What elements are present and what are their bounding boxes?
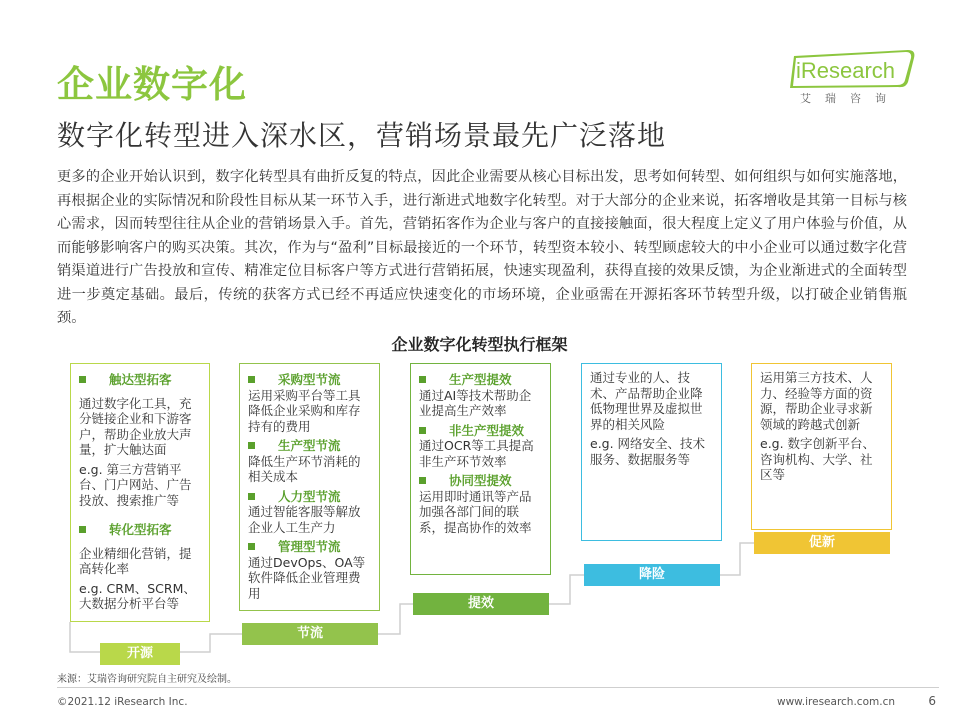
body-paragraph: 更多的企业开始认识到，数字化转型具有曲折反复的特点，因此企业需要从核心目标出发，思考如何转型、如何组织与如何实施落地，再根据企业的实际情况和阶段性目标从某一环节入手，进行渐进式地数字化转型。对于大部分的企业来说，拓客增收是其第一目标与核心需求，因而转型往往从企业的营销场景入手。首先，营销拓客作为企业与客户的直接接触面，很大程度上定义了用户体验与价值，从而能够影响客户的购买决策。其次，作为与“盈利”目标最接近的一个环节，转型资本较小、转型顾虑较大的中小企业可以通过数字化营销渠道进行广告投放和宣传、精准定位目标客户等方式进行营销拓展，快速实现盈利，获得直接的效果反馈，为企业渐进式的全面转型进一步奠定基础。最后，传统的获客方式已经不再适应快速变化的市场环境，企业亟需在开源拓客环节转型升级，以打破企业销售瓶颈。 [57,169,907,326]
page-number: 6 [928,694,936,708]
section-text: 通过专业的人、技术、产品帮助企业降低物理世界及虚拟世界的相关风险 [590,370,703,432]
section-example: e.g. 数字创新平台、咨询机构、大学、社区等 [760,436,876,482]
section-heading: 非生产型提效 [419,423,542,439]
section-text: 通过智能客服等解放企业人工生产力 [248,504,361,535]
copyright: ©2021.12 iResearch Inc. [57,696,188,708]
box-cuxin [751,363,892,530]
box-jiangxian [581,363,722,541]
section-text: 通过OCR等工具提高非生产环节效率 [419,438,534,469]
section-heading: 人力型节流 [248,489,371,505]
stage-label-cuxin: 促新 [754,532,890,554]
section-text: 通过AI等技术帮助企业提高生产效率 [419,387,532,418]
section-example: e.g. 第三方营销平台、门户网站、广告投放、搜索推广等 [79,461,192,508]
section-heading: 采购型节流 [248,372,371,388]
section-example: e.g. 网络安全、技术服务、数据服务等 [590,436,706,467]
section-heading: 触达型拓客 [79,372,201,388]
section-example: e.g. CRM、SCRM、大数据分析平台等 [79,580,196,611]
stage-label-jiangxian: 降险 [584,564,720,586]
section-text: 企业精细化营销，提高转化率 [79,545,192,576]
section-text: 降低生产环节消耗的相关成本 [248,453,361,484]
section-heading: 转化型拓客 [79,522,201,538]
stage-label-jieliu: 节流 [242,623,378,645]
page-subtitle: 数字化转型进入深水区，营销场景最先广泛落地 [57,119,667,152]
logo-chinese: 艾瑞咨询 [800,92,900,105]
logo-brand: iResearch [796,58,896,83]
section-text: 通过DevOps、OA等软件降低企业管理费用 [248,554,366,601]
stage-label-tixiao: 提效 [413,593,549,615]
website-link[interactable]: www.iresearch.com.cn [776,696,895,708]
box-kaiyuan [70,363,210,622]
section-heading: 生产型提效 [419,372,542,388]
section-heading: 生产型节流 [248,438,371,454]
box-tixiao [410,363,551,575]
section-text: 通过数字化工具，充分链接企业和下游客户，帮助企业放大声量，扩大触达面 [79,395,192,457]
source-note: 来源：艾瑞咨询研究院自主研究及绘制。 [57,674,237,685]
page-title: 企业数字化 [57,63,247,106]
framework-title: 企业数字化转型执行框架 [391,335,568,354]
footer-divider [57,687,939,688]
stage-label-kaiyuan: 开源 [100,643,180,665]
section-text: 运用第三方技术、人力、经验等方面的资源，帮助企业寻求新领域的跨越式创新 [760,370,873,432]
section-heading: 管理型节流 [248,539,371,555]
section-text: 运用采购平台等工具降低企业采购和库存持有的费用 [248,387,361,434]
section-heading: 协同型提效 [419,473,542,489]
section-text: 运用即时通讯等产品加强各部门间的联系，提高协作的效率 [419,488,532,535]
box-jieliu [239,363,380,611]
